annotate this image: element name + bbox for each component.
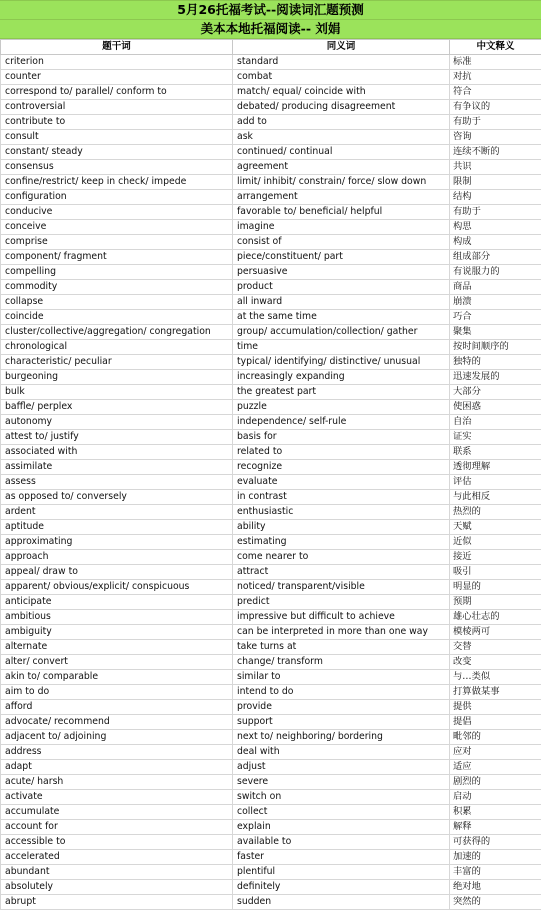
synonym-cell: add to — [233, 115, 450, 130]
table-row — [1, 325, 541, 340]
synonym-cell: all inward — [233, 295, 450, 310]
table-row — [1, 535, 541, 550]
chinese-meaning-cell: 标准 — [450, 55, 541, 70]
chinese-meaning-cell: 热烈的 — [450, 505, 541, 520]
stem-word-cell: contribute to — [1, 115, 233, 130]
chinese-meaning-cell: 按时间顺序的 — [450, 340, 541, 355]
stem-word-cell: ambitious — [1, 610, 233, 625]
table-row — [1, 865, 541, 880]
stem-word-cell: appeal/ draw to — [1, 565, 233, 580]
synonym-cell: severe — [233, 775, 450, 790]
chinese-meaning-cell: 天赋 — [450, 520, 541, 535]
chinese-meaning-cell: 绝对地 — [450, 880, 541, 895]
table-row — [1, 265, 541, 280]
table-row — [1, 820, 541, 835]
synonym-cell: limit/ inhibit/ constrain/ force/ slow down — [233, 175, 450, 190]
chinese-meaning-cell: 有说服力的 — [450, 265, 541, 280]
chinese-meaning-cell: 提倡 — [450, 715, 541, 730]
chinese-meaning-cell: 近似 — [450, 535, 541, 550]
chinese-meaning-cell: 联系 — [450, 445, 541, 460]
stem-word-cell: attest to/ justify — [1, 430, 233, 445]
stem-word-cell: aptitude — [1, 520, 233, 535]
chinese-meaning-cell: 应对 — [450, 745, 541, 760]
table-row — [1, 460, 541, 475]
chinese-meaning-cell: 迅速发展的 — [450, 370, 541, 385]
table-row — [1, 340, 541, 355]
synonym-cell: combat — [233, 70, 450, 85]
synonym-cell: at the same time — [233, 310, 450, 325]
stem-word-cell: approach — [1, 550, 233, 565]
synonym-cell: adjust — [233, 760, 450, 775]
synonym-cell: explain — [233, 820, 450, 835]
chinese-meaning-cell: 证实 — [450, 430, 541, 445]
stem-word-cell: alter/ convert — [1, 655, 233, 670]
stem-word-cell: account for — [1, 820, 233, 835]
chinese-meaning-cell: 毗邻的 — [450, 730, 541, 745]
stem-word-cell: consensus — [1, 160, 233, 175]
table-row — [1, 145, 541, 160]
chinese-meaning-cell: 崩溃 — [450, 295, 541, 310]
chinese-meaning-cell: 使困惑 — [450, 400, 541, 415]
header-row — [1, 40, 541, 55]
chinese-meaning-cell: 评估 — [450, 475, 541, 490]
stem-word-cell: as opposed to/ conversely — [1, 490, 233, 505]
chinese-meaning-cell: 透彻理解 — [450, 460, 541, 475]
synonym-cell: sudden — [233, 895, 450, 910]
stem-word-cell: collapse — [1, 295, 233, 310]
chinese-meaning-cell: 交替 — [450, 640, 541, 655]
synonym-cell: ability — [233, 520, 450, 535]
stem-word-cell: activate — [1, 790, 233, 805]
table-row — [1, 790, 541, 805]
stem-word-cell: baffle/ perplex — [1, 400, 233, 415]
synonym-cell: faster — [233, 850, 450, 865]
table-row — [1, 415, 541, 430]
table-row — [1, 760, 541, 775]
stem-word-cell: acute/ harsh — [1, 775, 233, 790]
table-body — [1, 55, 541, 910]
vocabulary-table — [0, 39, 541, 910]
synonym-cell: recognize — [233, 460, 450, 475]
synonym-cell: collect — [233, 805, 450, 820]
table-row — [1, 895, 541, 910]
table-row — [1, 550, 541, 565]
table-row — [1, 640, 541, 655]
synonym-cell: continued/ continual — [233, 145, 450, 160]
chinese-meaning-cell: 聚集 — [450, 325, 541, 340]
synonym-cell: favorable to/ beneficial/ helpful — [233, 205, 450, 220]
chinese-meaning-cell: 独特的 — [450, 355, 541, 370]
synonym-cell: ask — [233, 130, 450, 145]
table-row — [1, 520, 541, 535]
synonym-cell: predict — [233, 595, 450, 610]
table-row — [1, 850, 541, 865]
chinese-meaning-cell: 积累 — [450, 805, 541, 820]
table-row — [1, 355, 541, 370]
chinese-meaning-cell: 适应 — [450, 760, 541, 775]
table-row — [1, 115, 541, 130]
stem-word-cell: associated with — [1, 445, 233, 460]
table-row — [1, 670, 541, 685]
chinese-meaning-cell: 与此相反 — [450, 490, 541, 505]
synonym-cell: match/ equal/ coincide with — [233, 85, 450, 100]
chinese-meaning-cell: 雄心壮志的 — [450, 610, 541, 625]
chinese-meaning-cell: 有助于 — [450, 115, 541, 130]
stem-word-cell: cluster/collective/aggregation/ congregation — [1, 325, 233, 340]
chinese-meaning-cell: 有助于 — [450, 205, 541, 220]
chinese-meaning-cell: 结构 — [450, 190, 541, 205]
synonym-cell: enthusiastic — [233, 505, 450, 520]
synonym-cell: consist of — [233, 235, 450, 250]
table-row — [1, 295, 541, 310]
sheet-subtitle: 美本本地托福阅读-- 刘娟 — [0, 20, 541, 39]
chinese-meaning-cell: 自治 — [450, 415, 541, 430]
synonym-cell: evaluate — [233, 475, 450, 490]
stem-word-cell: criterion — [1, 55, 233, 70]
chinese-meaning-cell: 吸引 — [450, 565, 541, 580]
table-row — [1, 430, 541, 445]
chinese-meaning-cell: 提供 — [450, 700, 541, 715]
synonym-cell: the greatest part — [233, 385, 450, 400]
chinese-meaning-cell: 可获得的 — [450, 835, 541, 850]
synonym-cell: take turns at — [233, 640, 450, 655]
table-row — [1, 100, 541, 115]
stem-word-cell: alternate — [1, 640, 233, 655]
chinese-meaning-cell: 改变 — [450, 655, 541, 670]
stem-word-cell: commodity — [1, 280, 233, 295]
table-row — [1, 565, 541, 580]
chinese-meaning-cell: 限制 — [450, 175, 541, 190]
table-row — [1, 190, 541, 205]
stem-word-cell: assess — [1, 475, 233, 490]
stem-word-cell: counter — [1, 70, 233, 85]
stem-word-cell: compelling — [1, 265, 233, 280]
chinese-meaning-cell: 模棱两可 — [450, 625, 541, 640]
table-row — [1, 880, 541, 895]
table-row — [1, 490, 541, 505]
chinese-meaning-cell: 打算做某事 — [450, 685, 541, 700]
table-row — [1, 835, 541, 850]
table-row — [1, 700, 541, 715]
stem-word-cell: assimilate — [1, 460, 233, 475]
synonym-cell: plentiful — [233, 865, 450, 880]
stem-word-cell: approximating — [1, 535, 233, 550]
chinese-meaning-cell: 加速的 — [450, 850, 541, 865]
stem-word-cell: characteristic/ peculiar — [1, 355, 233, 370]
sheet-title: 5月26托福考试--阅读词汇题预测 — [0, 0, 541, 20]
stem-word-cell: abundant — [1, 865, 233, 880]
table-row — [1, 445, 541, 460]
chinese-meaning-cell: 共识 — [450, 160, 541, 175]
stem-word-cell: constant/ steady — [1, 145, 233, 160]
synonym-cell: imagine — [233, 220, 450, 235]
table-row — [1, 235, 541, 250]
table-row — [1, 310, 541, 325]
synonym-cell: attract — [233, 565, 450, 580]
synonym-cell: increasingly expanding — [233, 370, 450, 385]
chinese-meaning-cell: 接近 — [450, 550, 541, 565]
chinese-meaning-cell: 构成 — [450, 235, 541, 250]
synonym-cell: provide — [233, 700, 450, 715]
header-stem-word: 题干词 — [1, 40, 233, 55]
synonym-cell: product — [233, 280, 450, 295]
synonym-cell: impressive but difficult to achieve — [233, 610, 450, 625]
table-row — [1, 610, 541, 625]
stem-word-cell: controversial — [1, 100, 233, 115]
stem-word-cell: apparent/ obvious/explicit/ conspicuous — [1, 580, 233, 595]
table-row — [1, 55, 541, 70]
synonym-cell: intend to do — [233, 685, 450, 700]
table-row — [1, 625, 541, 640]
synonym-cell: debated/ producing disagreement — [233, 100, 450, 115]
chinese-meaning-cell: 商品 — [450, 280, 541, 295]
stem-word-cell: accelerated — [1, 850, 233, 865]
stem-word-cell: comprise — [1, 235, 233, 250]
synonym-cell: piece/constituent/ part — [233, 250, 450, 265]
synonym-cell: independence/ self-rule — [233, 415, 450, 430]
table-row — [1, 130, 541, 145]
chinese-meaning-cell: 咨询 — [450, 130, 541, 145]
synonym-cell: deal with — [233, 745, 450, 760]
chinese-meaning-cell: 解释 — [450, 820, 541, 835]
synonym-cell: agreement — [233, 160, 450, 175]
table-row — [1, 280, 541, 295]
table-row — [1, 655, 541, 670]
table-row — [1, 175, 541, 190]
table-row — [1, 220, 541, 235]
synonym-cell: next to/ neighboring/ bordering — [233, 730, 450, 745]
synonym-cell: typical/ identifying/ distinctive/ unusual — [233, 355, 450, 370]
synonym-cell: basis for — [233, 430, 450, 445]
table-row — [1, 70, 541, 85]
synonym-cell: estimating — [233, 535, 450, 550]
synonym-cell: noticed/ transparent/visible — [233, 580, 450, 595]
synonym-cell: standard — [233, 55, 450, 70]
header-chinese-meaning: 中文释义 — [450, 40, 541, 55]
table-row — [1, 385, 541, 400]
stem-word-cell: conducive — [1, 205, 233, 220]
table-row — [1, 730, 541, 745]
stem-word-cell: component/ fragment — [1, 250, 233, 265]
header-synonym: 同义词 — [233, 40, 450, 55]
chinese-meaning-cell: 丰富的 — [450, 865, 541, 880]
chinese-meaning-cell: 预期 — [450, 595, 541, 610]
stem-word-cell: akin to/ comparable — [1, 670, 233, 685]
chinese-meaning-cell: 突然的 — [450, 895, 541, 910]
table-row — [1, 370, 541, 385]
synonym-cell: support — [233, 715, 450, 730]
synonym-cell: group/ accumulation/collection/ gather — [233, 325, 450, 340]
table-row — [1, 160, 541, 175]
synonym-cell: time — [233, 340, 450, 355]
synonym-cell: available to — [233, 835, 450, 850]
chinese-meaning-cell: 启动 — [450, 790, 541, 805]
table-row — [1, 805, 541, 820]
stem-word-cell: confine/restrict/ keep in check/ impede — [1, 175, 233, 190]
table-row — [1, 580, 541, 595]
chinese-meaning-cell: 组成部分 — [450, 250, 541, 265]
table-row — [1, 250, 541, 265]
table-row — [1, 400, 541, 415]
synonym-cell: definitely — [233, 880, 450, 895]
stem-word-cell: bulk — [1, 385, 233, 400]
stem-word-cell: adjacent to/ adjoining — [1, 730, 233, 745]
stem-word-cell: abrupt — [1, 895, 233, 910]
chinese-meaning-cell: 明显的 — [450, 580, 541, 595]
table-row — [1, 685, 541, 700]
table-row — [1, 205, 541, 220]
chinese-meaning-cell: 与…类似 — [450, 670, 541, 685]
stem-word-cell: burgeoning — [1, 370, 233, 385]
stem-word-cell: afford — [1, 700, 233, 715]
synonym-cell: switch on — [233, 790, 450, 805]
stem-word-cell: absolutely — [1, 880, 233, 895]
synonym-cell: persuasive — [233, 265, 450, 280]
synonym-cell: puzzle — [233, 400, 450, 415]
chinese-meaning-cell: 大部分 — [450, 385, 541, 400]
stem-word-cell: ambiguity — [1, 625, 233, 640]
stem-word-cell: conceive — [1, 220, 233, 235]
synonym-cell: similar to — [233, 670, 450, 685]
table-row — [1, 505, 541, 520]
synonym-cell: arrangement — [233, 190, 450, 205]
stem-word-cell: coincide — [1, 310, 233, 325]
synonym-cell: in contrast — [233, 490, 450, 505]
chinese-meaning-cell: 剧烈的 — [450, 775, 541, 790]
table-row — [1, 715, 541, 730]
stem-word-cell: advocate/ recommend — [1, 715, 233, 730]
stem-word-cell: ardent — [1, 505, 233, 520]
synonym-cell: can be interpreted in more than one way — [233, 625, 450, 640]
chinese-meaning-cell: 构思 — [450, 220, 541, 235]
stem-word-cell: consult — [1, 130, 233, 145]
stem-word-cell: correspond to/ parallel/ conform to — [1, 85, 233, 100]
table-row — [1, 475, 541, 490]
stem-word-cell: chronological — [1, 340, 233, 355]
synonym-cell: related to — [233, 445, 450, 460]
synonym-cell: change/ transform — [233, 655, 450, 670]
stem-word-cell: configuration — [1, 190, 233, 205]
table-row — [1, 745, 541, 760]
table-row — [1, 85, 541, 100]
stem-word-cell: adapt — [1, 760, 233, 775]
stem-word-cell: autonomy — [1, 415, 233, 430]
synonym-cell: come nearer to — [233, 550, 450, 565]
table-row — [1, 775, 541, 790]
chinese-meaning-cell: 符合 — [450, 85, 541, 100]
stem-word-cell: address — [1, 745, 233, 760]
chinese-meaning-cell: 有争议的 — [450, 100, 541, 115]
table-row — [1, 595, 541, 610]
chinese-meaning-cell: 连续不断的 — [450, 145, 541, 160]
stem-word-cell: anticipate — [1, 595, 233, 610]
stem-word-cell: accumulate — [1, 805, 233, 820]
stem-word-cell: aim to do — [1, 685, 233, 700]
chinese-meaning-cell: 巧合 — [450, 310, 541, 325]
chinese-meaning-cell: 对抗 — [450, 70, 541, 85]
stem-word-cell: accessible to — [1, 835, 233, 850]
